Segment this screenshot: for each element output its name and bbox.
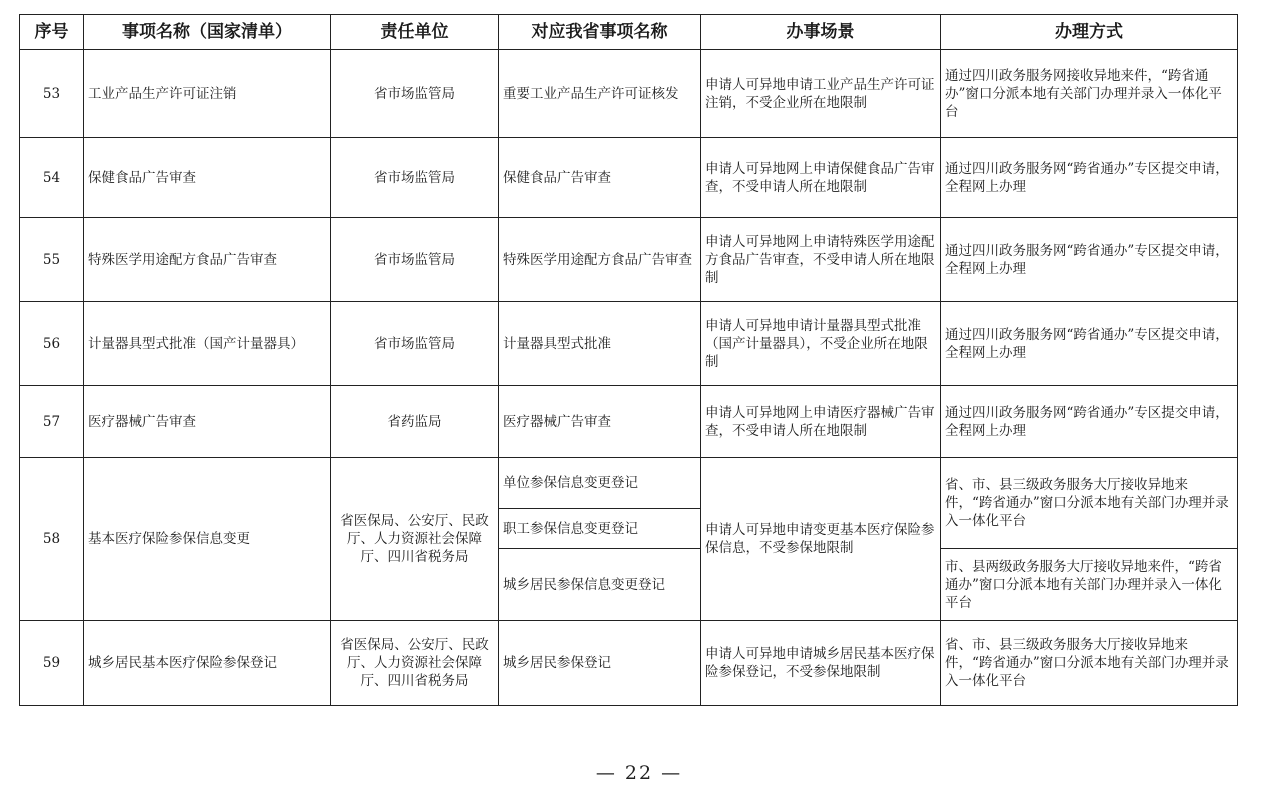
row-scenario: 申请人可异地申请工业产品生产许可证注销，不受企业所在地限制 xyxy=(701,50,941,138)
header-row xyxy=(20,15,1238,50)
table-row xyxy=(20,302,1238,386)
row-seq: 56 xyxy=(20,302,84,386)
table-row xyxy=(20,386,1238,458)
row-method: 省、市、县三级政务服务大厅接收异地来件，“跨省通办”窗口分派本地有关部门办理并录入一体化平台 xyxy=(941,621,1238,706)
row-seq: 55 xyxy=(20,218,84,302)
row-national-name: 保健食品广告审查 xyxy=(84,138,331,218)
row-scenario: 申请人可异地申请计量器具型式批准（国产计量器具），不受企业所在地限制 xyxy=(701,302,941,386)
row-province-name: 计量器具型式批准 xyxy=(499,302,701,386)
row-national-name: 基本医疗保险参保信息变更 xyxy=(84,458,331,621)
row-unit: 省市场监管局 xyxy=(331,50,499,138)
row-seq: 59 xyxy=(20,621,84,706)
page-number: — 22 — xyxy=(595,762,683,784)
row-seq: 53 xyxy=(20,50,84,138)
header-unit: 责任单位 xyxy=(331,15,499,50)
row-seq: 58 xyxy=(20,458,84,621)
row-scenario: 申请人可异地申请城乡居民基本医疗保险参保登记，不受参保地限制 xyxy=(701,621,941,706)
row-unit: 省市场监管局 xyxy=(331,218,499,302)
row-unit: 省医保局、公安厅、民政厅、人力资源社会保障厅、四川省税务局 xyxy=(331,621,499,706)
row-scenario: 申请人可异地网上申请保健食品广告审查，不受申请人所在地限制 xyxy=(701,138,941,218)
row-province-name: 保健食品广告审查 xyxy=(499,138,701,218)
row-unit: 省医保局、公安厅、民政厅、人力资源社会保障厅、四川省税务局 xyxy=(331,458,499,621)
row-national-name: 计量器具型式批准（国产计量器具） xyxy=(84,302,331,386)
row-seq: 54 xyxy=(20,138,84,218)
row-scenario: 申请人可异地网上申请特殊医学用途配方食品广告审查，不受申请人所在地限制 xyxy=(701,218,941,302)
row-national-name: 特殊医学用途配方食品广告审查 xyxy=(84,218,331,302)
row-method: 省、市、县三级政务服务大厅接收异地来件，“跨省通办”窗口分派本地有关部门办理并录入一体化平台 xyxy=(941,458,1238,549)
header-method: 办理方式 xyxy=(941,15,1238,50)
row-method: 通过四川政务服务网“跨省通办”专区提交申请，全程网上办理 xyxy=(941,138,1238,218)
row-method: 通过四川政务服务网“跨省通办”专区提交申请，全程网上办理 xyxy=(941,218,1238,302)
header-national-name: 事项名称（国家清单） xyxy=(84,15,331,50)
header-seq: 序号 xyxy=(20,15,84,50)
header-province-name: 对应我省事项名称 xyxy=(499,15,701,50)
row-scenario: 申请人可异地网上申请医疗器械广告审查，不受申请人所在地限制 xyxy=(701,386,941,458)
row-province-name: 城乡居民参保登记 xyxy=(499,621,701,706)
table-row xyxy=(20,218,1238,302)
row-method: 通过四川政务服务网接收异地来件，“跨省通办”窗口分派本地有关部门办理并录入一体化平台 xyxy=(941,50,1238,138)
items-table xyxy=(19,14,1238,706)
row-national-name: 医疗器械广告审查 xyxy=(84,386,331,458)
table-row xyxy=(20,458,1238,509)
row-province-name: 单位参保信息变更登记 xyxy=(499,458,701,509)
row-national-name: 工业产品生产许可证注销 xyxy=(84,50,331,138)
row-method: 通过四川政务服务网“跨省通办”专区提交申请，全程网上办理 xyxy=(941,302,1238,386)
row-province-name: 特殊医学用途配方食品广告审查 xyxy=(499,218,701,302)
row-province-name: 城乡居民参保信息变更登记 xyxy=(499,549,701,621)
table-row xyxy=(20,50,1238,138)
table-row xyxy=(20,621,1238,706)
row-province-name: 重要工业产品生产许可证核发 xyxy=(499,50,701,138)
row-province-name: 医疗器械广告审查 xyxy=(499,386,701,458)
row-unit: 省药监局 xyxy=(331,386,499,458)
table-row xyxy=(20,138,1238,218)
row-unit: 省市场监管局 xyxy=(331,302,499,386)
row-unit: 省市场监管局 xyxy=(331,138,499,218)
row-method: 通过四川政务服务网“跨省通办”专区提交申请，全程网上办理 xyxy=(941,386,1238,458)
row-province-name: 职工参保信息变更登记 xyxy=(499,509,701,549)
row-national-name: 城乡居民基本医疗保险参保登记 xyxy=(84,621,331,706)
row-method: 市、县两级政务服务大厅接收异地来件，“跨省通办”窗口分派本地有关部门办理并录入一体化平台 xyxy=(941,549,1238,621)
header-scenario: 办事场景 xyxy=(701,15,941,50)
row-scenario: 申请人可异地申请变更基本医疗保险参保信息，不受参保地限制 xyxy=(701,458,941,621)
row-seq: 57 xyxy=(20,386,84,458)
